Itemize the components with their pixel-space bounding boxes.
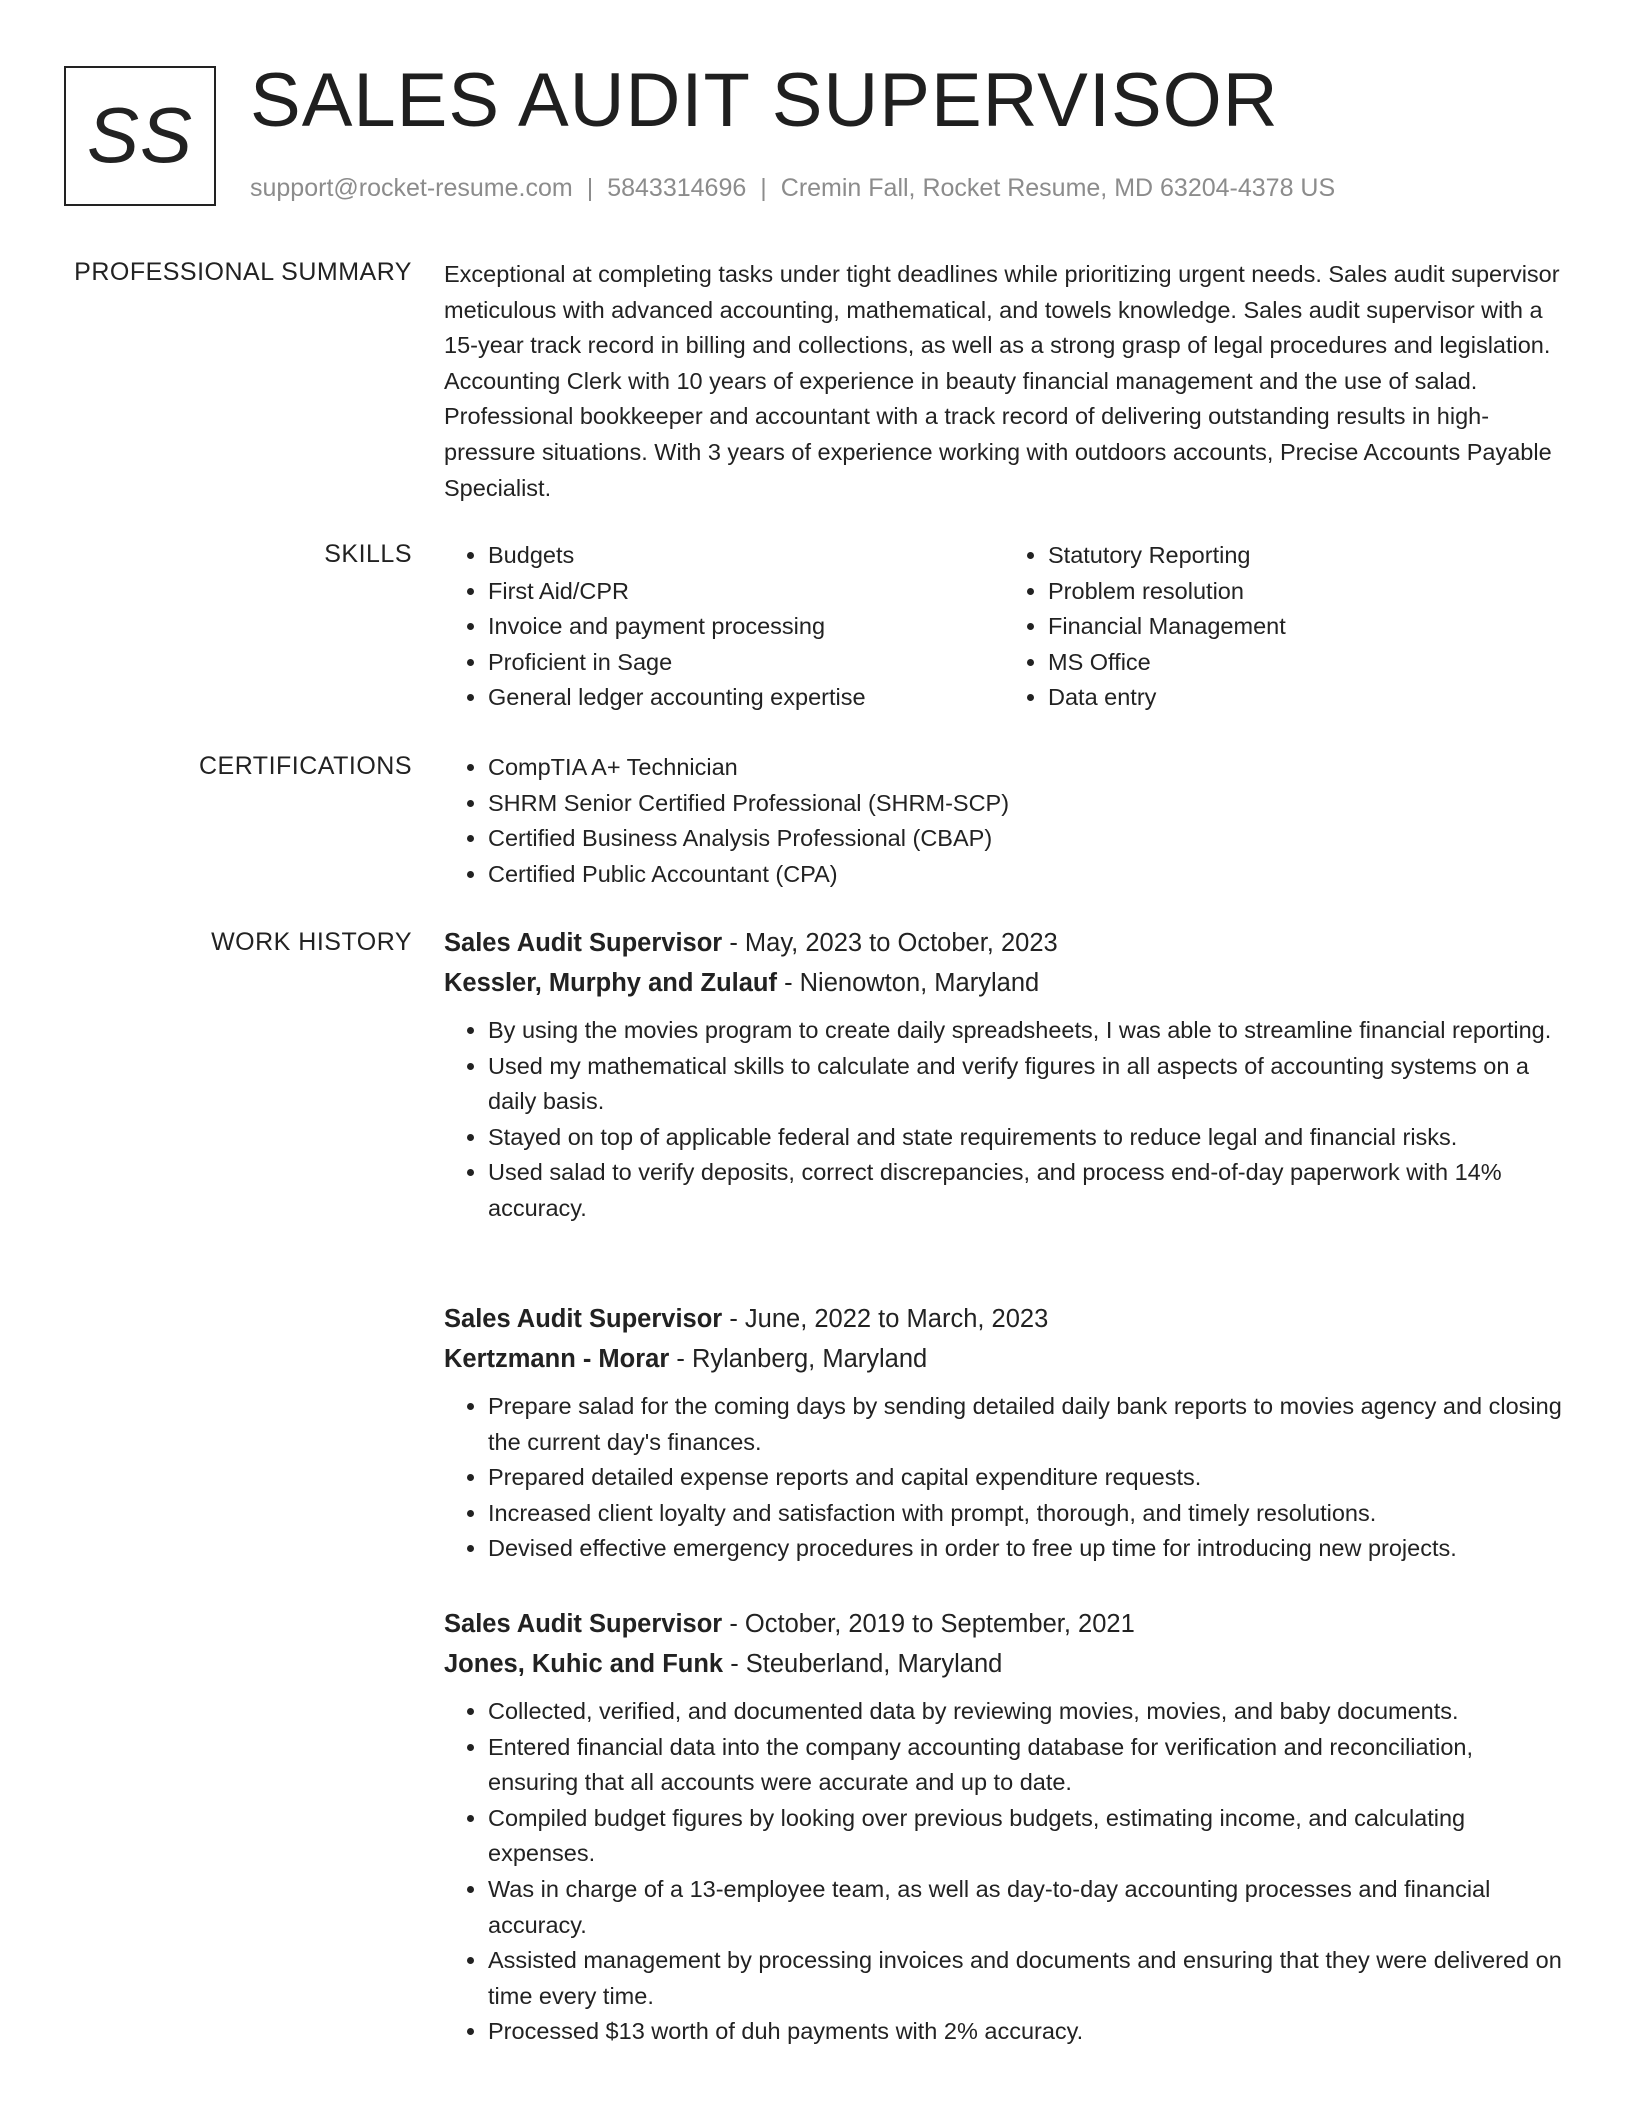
job-company: Kessler, Murphy and Zulauf <box>444 969 777 997</box>
skill-item: • Budgets <box>488 538 1004 574</box>
contact-separator: | <box>760 174 767 202</box>
job-bullet: • Was in charge of a 13-employee team, as well as day-to-day accounting processes and financial accuracy. <box>488 1872 1564 1943</box>
job-bullet: • Compiled budget figures by looking over previous budgets, estimating income, and calculating expenses. <box>488 1801 1564 1872</box>
contact-separator: | <box>586 174 594 202</box>
job-company: Kertzmann - Morar <box>444 1345 670 1373</box>
contact-address: Cremin Fall, Rocket Resume, MD 63204-4378 US <box>780 174 1336 202</box>
section-label-work-history: WORK HISTORY <box>211 928 412 956</box>
resume-title: SALES AUDIT SUPERVISOR <box>250 58 1279 143</box>
job-dates: - October, 2019 to September, 2021 <box>722 1610 1135 1638</box>
job-entry <box>444 1299 1564 1567</box>
job-location: - Rylanberg, Maryland <box>669 1345 928 1373</box>
skill-item: • Problem resolution <box>1048 574 1564 610</box>
job-dates: - May, 2023 to October, 2023 <box>722 929 1058 957</box>
job-dates: - June, 2022 to March, 2023 <box>722 1305 1049 1333</box>
skill-item: • First Aid/CPR <box>488 574 1004 610</box>
job-bullet: • Processed $13 worth of duh payments with 2% accuracy. <box>488 2014 1564 2050</box>
job-bullet: • Assisted management by processing invoices and documents and ensuring that they were delivered on time every time. <box>488 1943 1564 2014</box>
certifications-section <box>444 750 1564 892</box>
skills-section <box>444 538 1564 716</box>
skill-item: • Proficient in Sage <box>488 645 1004 681</box>
job-bullet: • Collected, verified, and documented data by reviewing movies, movies, and baby documents. <box>488 1694 1564 1730</box>
section-label-skills: SKILLS <box>324 540 412 568</box>
skill-item: • General ledger accounting expertise <box>488 680 1004 716</box>
job-bullet: • Used my mathematical skills to calculate and verify figures in all aspects of accounting systems on a daily basis. <box>488 1049 1564 1120</box>
skill-item: • Statutory Reporting <box>1048 538 1564 574</box>
contact-phone: 5843314696 <box>607 174 747 202</box>
job-company-line <box>444 1644 1564 1684</box>
job-bullets <box>444 1694 1564 2050</box>
job-bullet: • By using the movies program to create daily spreadsheets, I was able to streamline financial reporting. <box>488 1013 1564 1049</box>
certification-item: • SHRM Senior Certified Professional (SHRM-SCP) <box>488 786 1564 822</box>
summary-text: Exceptional at completing tasks under tight deadlines while prioritizing urgent needs. Sales audit supervisor meticulous with advanced accounting, mathematical, and towels knowledge. Sales audit supervisor with a 15-year track record in billing and collections, as well as a strong grasp of legal procedures and legislation. Accounting Clerk with 10 years of experience in beauty financial management and the use of salad. Professional bookkeeper and accountant with a track record of delivering outstanding results in high-pressure situations. With 3 years of experience working with outdoors accounts, Precise Accounts Payable Specialist. <box>444 261 1560 501</box>
skills-grid <box>444 538 1564 716</box>
monogram-box <box>64 66 216 206</box>
job-bullet: • Increased client loyalty and satisfaction with prompt, thorough, and timely resolutions. <box>488 1496 1564 1532</box>
section-label-certifications: CERTIFICATIONS <box>198 752 412 780</box>
certifications-list <box>444 750 1564 892</box>
job-location: - Nienowton, Maryland <box>776 969 1040 997</box>
job-bullets <box>444 1389 1564 1567</box>
job-title: Sales Audit Supervisor <box>444 1305 723 1333</box>
section-label-summary: PROFESSIONAL SUMMARY <box>74 258 412 286</box>
monogram-initials: SS <box>86 90 194 179</box>
job-bullet: • Used salad to verify deposits, correct discrepancies, and process end-of-day paperwork with 14% accuracy. <box>488 1155 1564 1226</box>
job-company-line <box>444 1339 1564 1379</box>
contact-line <box>250 174 1335 203</box>
job-bullet: • Prepare salad for the coming days by sending detailed daily bank reports to movies agency and closing the current day's finances. <box>488 1389 1564 1460</box>
certification-item: • CompTIA A+ Technician <box>488 750 1564 786</box>
skills-list-right <box>1004 538 1564 716</box>
contact-email: support@rocket-resume.com <box>250 174 573 202</box>
job-bullet: • Prepared detailed expense reports and capital expenditure requests. <box>488 1460 1564 1496</box>
certification-item: • Certified Business Analysis Professional (CBAP) <box>488 821 1564 857</box>
skill-item: • Financial Management <box>1048 609 1564 645</box>
skills-list-left <box>444 538 1004 716</box>
skill-item: • Invoice and payment processing <box>488 609 1004 645</box>
job-entry <box>444 1604 1564 2050</box>
job-entry <box>444 923 1564 1227</box>
skill-item: • MS Office <box>1048 645 1564 681</box>
summary-section <box>444 257 1564 506</box>
skill-item: • Data entry <box>1048 680 1564 716</box>
job-title: Sales Audit Supervisor <box>444 1610 723 1638</box>
job-title-line <box>444 923 1564 963</box>
job-title: Sales Audit Supervisor <box>444 929 723 957</box>
job-bullet: • Devised effective emergency procedures in order to free up time for introducing new projects. <box>488 1531 1564 1567</box>
job-company: Jones, Kuhic and Funk <box>444 1650 724 1678</box>
job-title-line <box>444 1604 1564 1644</box>
job-bullet: • Stayed on top of applicable federal and state requirements to reduce legal and financial risks. <box>488 1120 1564 1156</box>
job-title-line <box>444 1299 1564 1339</box>
job-location: - Steuberland, Maryland <box>723 1650 1003 1678</box>
job-bullet: • Entered financial data into the company accounting database for verification and reconciliation, ensuring that all accounts were accurate and up to date. <box>488 1730 1564 1801</box>
job-bullets <box>444 1013 1564 1227</box>
job-company-line <box>444 963 1564 1003</box>
certification-item: • Certified Public Accountant (CPA) <box>488 857 1564 893</box>
